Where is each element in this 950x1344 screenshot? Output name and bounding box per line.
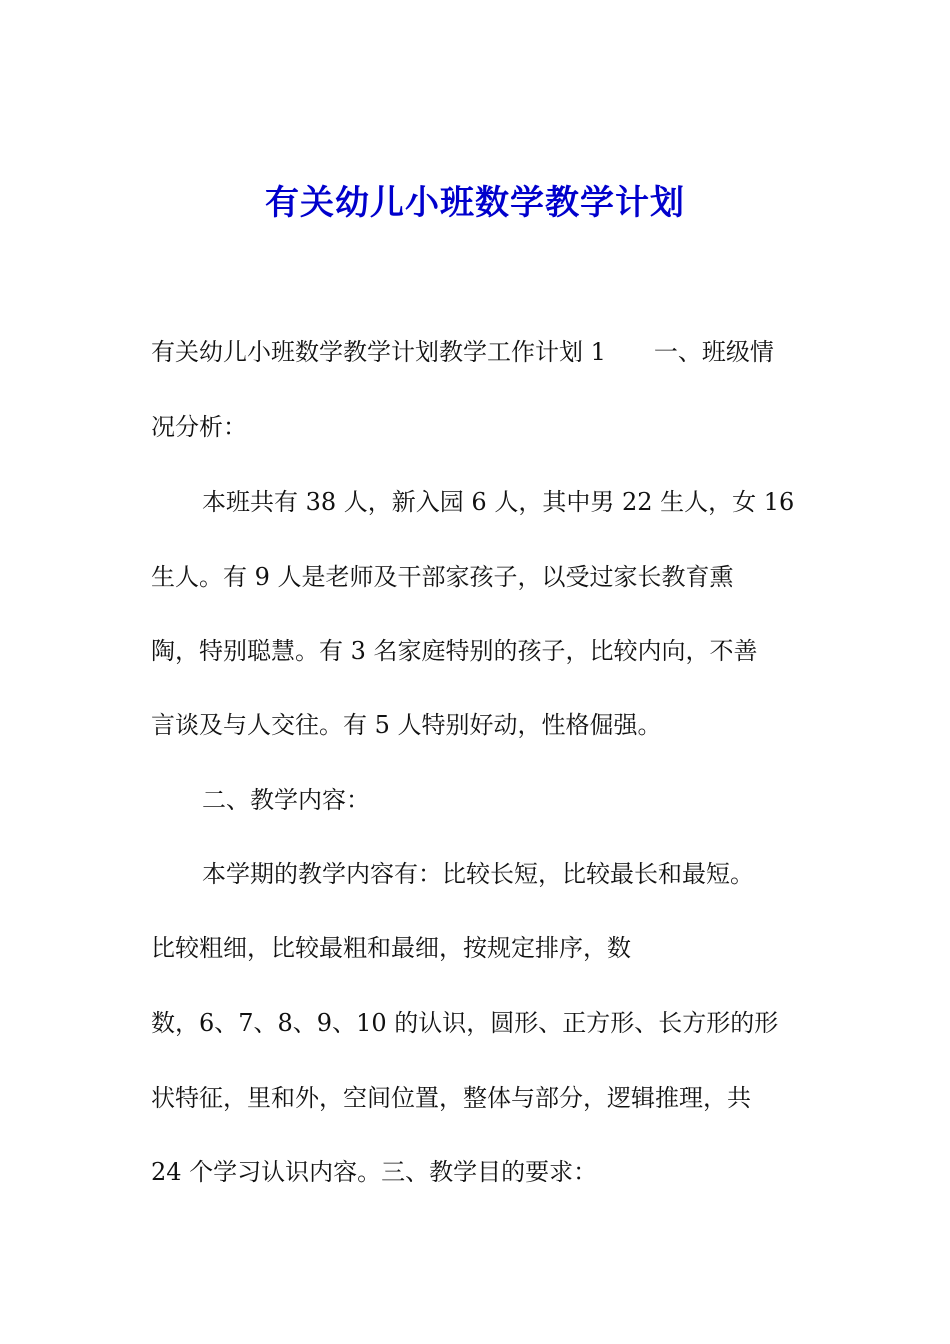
text-line-5: 陶，特别聪慧。有 3 名家庭特别的孩子，比较内向，不善	[151, 637, 758, 665]
text-line-6: 言谈及与人交往。有 5 人特别好动，性格倔强。	[151, 711, 662, 739]
text-line-7: 二、教学内容：	[202, 786, 370, 814]
text-line-10: 数，6、7、8、9、10 的认识，圆形、正方形、长方形的形	[151, 1009, 779, 1037]
text-line-3: 本班共有 38 人，新入园 6 人，其中男 22 生人，女 16	[202, 488, 795, 516]
document-title: 有关幼儿小班数学教学计划	[265, 183, 685, 223]
text-line-2: 况分析：	[151, 413, 247, 441]
text-line-9: 比较粗细，比较最粗和最细，按规定排序，数	[151, 934, 631, 962]
text-line-12: 24 个学习认识内容。三、教学目的要求：	[151, 1158, 598, 1186]
text-line-8: 本学期的教学内容有：比较长短，比较最长和最短。	[202, 860, 754, 888]
text-line-11: 状特征，里和外，空间位置，整体与部分，逻辑推理，共	[151, 1084, 751, 1112]
text-line-4: 生人。有 9 人是老师及干部家孩子，以受过家长教育熏	[151, 563, 734, 591]
text-line-1: 有关幼儿小班数学教学计划教学工作计划 1 一、班级情	[151, 338, 774, 366]
